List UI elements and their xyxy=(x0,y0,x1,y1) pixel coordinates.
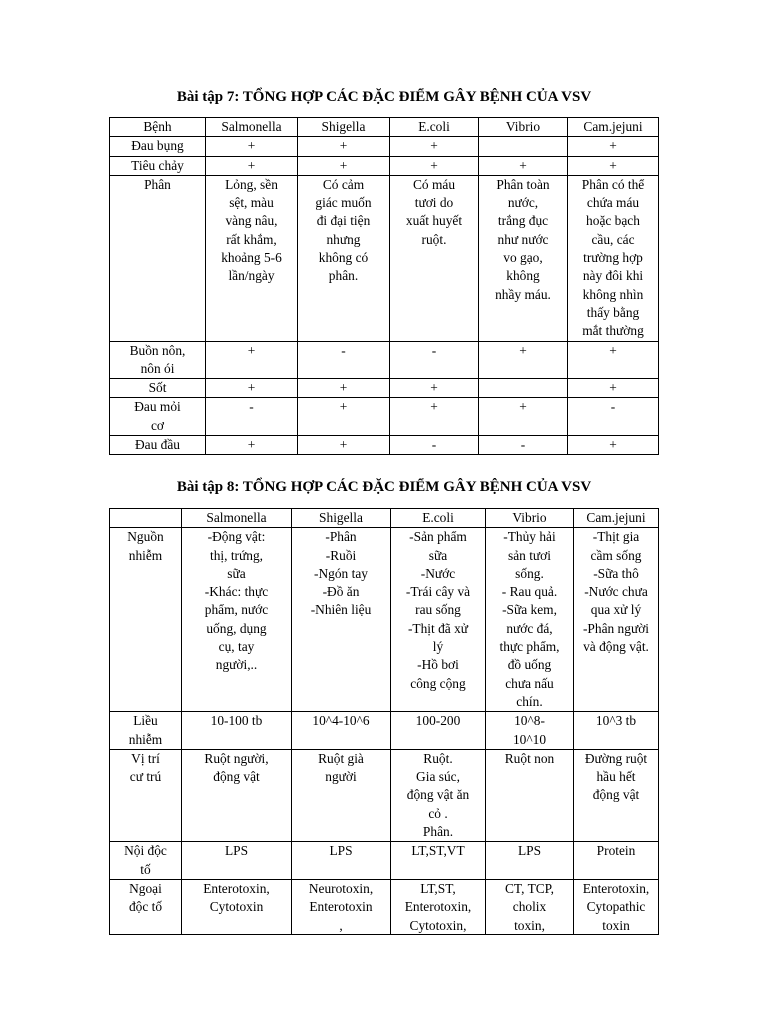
table-cell: - xyxy=(568,398,659,436)
table-row xyxy=(110,879,659,934)
table-cell: 10-100 tb xyxy=(182,712,292,750)
table-cell: Ruột non xyxy=(486,749,574,841)
table-row xyxy=(110,341,659,379)
table-cell: + xyxy=(206,137,298,156)
table-cell xyxy=(479,379,568,398)
table-cell: - xyxy=(390,341,479,379)
table-cell: + xyxy=(298,379,390,398)
row-label: Nguồn nhiễm xyxy=(110,528,182,712)
table-cell xyxy=(479,137,568,156)
table-row xyxy=(110,712,659,750)
row-label: Sốt xyxy=(110,379,206,398)
header-cell: Salmonella xyxy=(206,118,298,137)
header-cell: Bệnh xyxy=(110,118,206,137)
table-cell: Neurotoxin, Enterotoxin , xyxy=(308,880,374,933)
exercise8-table xyxy=(109,508,659,935)
header-cell: Shigella xyxy=(292,509,391,528)
table-cell: - xyxy=(390,436,479,455)
header-cell: Cam.jejuni xyxy=(574,509,659,528)
table-cell: LPS xyxy=(292,842,391,880)
table-row xyxy=(110,175,659,341)
table-cell: -Sản phẩm sữa -Nước -Trái cây và rau sống -Thịt đã xử lý -Hồ bơi công cộng xyxy=(391,528,486,712)
table-cell: Ruột người, động vật xyxy=(182,749,292,841)
table-cell: + xyxy=(206,379,298,398)
table-cell: + xyxy=(390,379,479,398)
table-cell: + xyxy=(206,341,298,379)
row-label: Buồn nôn, nôn ói xyxy=(110,341,206,379)
table-cell: 10^8- 10^10 xyxy=(486,712,574,750)
table-row xyxy=(110,842,659,880)
table-cell: 100-200 xyxy=(391,712,486,750)
table-cell: + xyxy=(479,398,568,436)
row-label: Đau bụng xyxy=(110,137,206,156)
table-cell: -Thịt gia cầm sống -Sữa thô -Nước chưa qua xử lý -Phân người và động vật. xyxy=(574,528,659,712)
table-cell: + xyxy=(390,137,479,156)
row-label: Đau mỏi cơ xyxy=(110,398,206,436)
table-row xyxy=(110,398,659,436)
table-cell: Lỏng, sền sệt, màu vàng nâu, rất khắm, khoảng 5-6 lần/ngày xyxy=(206,175,298,341)
row-label: Tiêu chảy xyxy=(110,156,206,175)
table-cell: + xyxy=(390,398,479,436)
table-cell: Có cảm giác muốn đi đại tiện nhưng không có phân. xyxy=(298,175,390,341)
table-cell: + xyxy=(568,436,659,455)
row-label: Ngoại độc tố xyxy=(128,880,163,915)
table-row xyxy=(110,528,659,712)
table-cell: Phân toàn nước, trắng đục như nước vo gạo, không nhầy máu. xyxy=(479,175,568,341)
table-cell: + xyxy=(390,156,479,175)
table-cell: - xyxy=(206,398,298,436)
table-cell: - xyxy=(479,436,568,455)
header-cell: E.coli xyxy=(390,118,479,137)
header-cell: Vibrio xyxy=(486,509,574,528)
exercise8-title: Bài tập 8: TỔNG HỢP CÁC ĐẶC ĐIỂM GÂY BỆNH CỦA VSV xyxy=(176,479,592,495)
table-cell: Enterotoxin, Cytopathic toxin xyxy=(582,880,650,933)
header-cell: Shigella xyxy=(298,118,390,137)
table-cell: - xyxy=(298,341,390,379)
table-cell: + xyxy=(298,137,390,156)
table-cell: + xyxy=(206,436,298,455)
table-row xyxy=(110,156,659,175)
table-cell: LT,ST, Enterotoxin, Cytotoxin, xyxy=(404,880,472,933)
header-cell: E.coli xyxy=(391,509,486,528)
table-row xyxy=(110,436,659,455)
table-cell: + xyxy=(298,436,390,455)
table-cell: 10^4-10^6 xyxy=(292,712,391,750)
table-cell: + xyxy=(568,156,659,175)
row-label: Vị trí cư trú xyxy=(110,749,182,841)
table-cell: -Phân -Ruồi -Ngón tay -Đồ ăn -Nhiên liệu xyxy=(292,528,391,712)
table-cell: -Động vật: thị, trứng, sữa -Khác: thực phẩm, nước uống, dụng cụ, tay người,.. xyxy=(182,528,292,712)
header-cell: Salmonella xyxy=(182,509,292,528)
table-cell: Phân có thể chứa máu hoặc bạch cầu, các trường hợp này đôi khi không nhìn thấy bằng mắt thường xyxy=(568,175,659,341)
header-cell: Cam.jejuni xyxy=(568,118,659,137)
table-cell: -Thủy hải sản tươi sống. - Rau quả. -Sữa kem, nước đá, thực phẩm, đồ uống chưa nấu chín. xyxy=(486,528,574,712)
row-label: Phân xyxy=(110,175,206,341)
header-cell: Vibrio xyxy=(479,118,568,137)
table-cell: Enterotoxin, Cytotoxin xyxy=(203,880,270,915)
table-cell: LT,ST,VT xyxy=(391,842,486,880)
table-cell: CT, TCP, cholix toxin, xyxy=(505,880,554,933)
exercise7-title: Bài tập 7: TỔNG HỢP CÁC ĐẶC ĐIỂM GÂY BỆNH CỦA VSV xyxy=(176,89,592,105)
table-cell: + xyxy=(298,156,390,175)
table-row xyxy=(110,749,659,841)
table-cell: Ruột. Gia súc, động vật ăn cỏ . Phân. xyxy=(391,749,486,841)
table-cell: Protein xyxy=(574,842,659,880)
table-cell: LPS xyxy=(182,842,292,880)
table-cell: + xyxy=(206,156,298,175)
row-label: Liều nhiễm xyxy=(110,712,182,750)
exercise7-table xyxy=(109,117,659,455)
row-label: Đau đầu xyxy=(110,436,206,455)
table-cell: + xyxy=(568,341,659,379)
table-header-row xyxy=(110,118,659,137)
table-cell: + xyxy=(298,398,390,436)
table-row xyxy=(110,379,659,398)
table-row xyxy=(110,137,659,156)
table-cell: + xyxy=(479,156,568,175)
table-cell: 10^3 tb xyxy=(574,712,659,750)
table-cell: + xyxy=(568,137,659,156)
header-cell xyxy=(110,509,182,528)
table-cell: Ruột già người xyxy=(292,749,391,841)
table-header-row xyxy=(110,509,659,528)
table-cell: Đường ruột hầu hết động vật xyxy=(574,749,659,841)
row-label: Nội độc tố xyxy=(110,842,182,880)
table-cell: Có máu tươi do xuất huyết ruột. xyxy=(390,175,479,341)
table-cell: + xyxy=(479,341,568,379)
table-cell: + xyxy=(568,379,659,398)
table-cell: LPS xyxy=(486,842,574,880)
